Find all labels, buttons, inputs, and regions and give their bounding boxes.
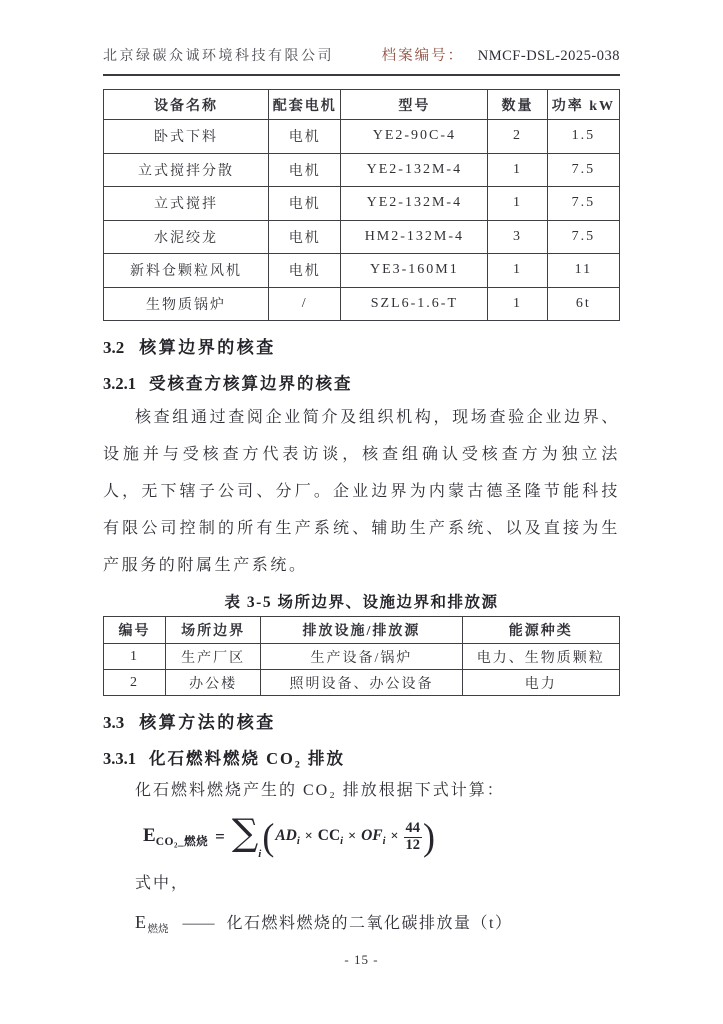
- table-cell: SZL6-1.6-T: [341, 287, 488, 321]
- table-cell: HM2-132M-4: [341, 220, 488, 254]
- table-3-5-caption: 表 3-5 场所边界、设施边界和排放源: [224, 594, 499, 611]
- table-cell: 电力: [462, 670, 619, 696]
- table-row: [104, 644, 620, 670]
- definition-dash: ——: [182, 915, 215, 932]
- table-cell: 1: [488, 254, 547, 288]
- formula-term-of: $OF_i$: [361, 826, 386, 848]
- table-cell: 新料仓颗粒风机: [104, 254, 269, 288]
- table-cell: 电机: [269, 120, 341, 154]
- table-cell: 电机: [269, 254, 341, 288]
- section-number: 3.2: [103, 338, 125, 357]
- archive-number: [382, 44, 620, 65]
- formula-term-cc: $CC_i$: [317, 826, 344, 848]
- fraction-44-12: $\frac{44}{12}$: [405, 820, 421, 853]
- table-row: [104, 220, 620, 254]
- table-cell: 2: [104, 670, 166, 696]
- symbol-e: E: [135, 912, 148, 932]
- boundary-table-3-5: [103, 616, 620, 696]
- paragraph-boundary-verification: 核查组通过查阅企业简介及组织机构，现场查验企业边界、设施并与受核查方代表访谈，核查组确认受核查方为独立法人，无下辖子公司、分厂。企业边界为内蒙古德圣隆节能科技有限公司控制的所有生产系统、辅助生产系统、以及直接为生产服务的附属生产系统。: [103, 409, 620, 574]
- table-cell: 6t: [547, 287, 619, 321]
- symbol-definition-line: [103, 910, 620, 942]
- column-header: 型号: [341, 90, 488, 120]
- table-cell: 1: [104, 644, 166, 670]
- table-cell: 立式搅拌: [104, 187, 269, 221]
- table-row: [104, 187, 620, 221]
- section-title: 核算方法的核查: [139, 713, 276, 732]
- section-title: 受核查方核算边界的核查: [149, 374, 353, 393]
- table-row: [104, 120, 620, 154]
- definition-text: 化石燃料燃烧的二氧化碳排放量（t）: [226, 915, 513, 932]
- table-cell: 电机: [269, 187, 341, 221]
- table-row: [104, 153, 620, 187]
- symbol-subscript: 燃烧: [147, 924, 169, 936]
- equipment-table: [103, 89, 620, 321]
- co2-combustion-formula: [143, 811, 620, 863]
- left-paren: (: [262, 816, 275, 858]
- times-sign: ×: [390, 829, 399, 844]
- table-cell: 办公楼: [165, 670, 260, 696]
- formula-term-ad: $AD_i$: [275, 826, 300, 848]
- section-number: 3.3.1: [103, 749, 136, 768]
- column-header: 数量: [488, 90, 547, 120]
- sigma-operator: $\sum_i$: [231, 811, 262, 860]
- table-header-row: [104, 90, 620, 120]
- times-sign: ×: [348, 829, 357, 844]
- formula-where-text: 式中，: [135, 875, 190, 892]
- table-cell: 11: [547, 254, 619, 288]
- table-cell: 3: [488, 220, 547, 254]
- table-cell: /: [269, 287, 341, 321]
- column-header: 编号: [104, 617, 166, 644]
- right-paren: ): [423, 816, 436, 858]
- table-cell: 7.5: [547, 220, 619, 254]
- table-cell: 水泥绞龙: [104, 220, 269, 254]
- table-cell: 1: [488, 287, 547, 321]
- table-cell: YE2-90C-4: [341, 120, 488, 154]
- section-heading-3-2: [103, 335, 620, 361]
- table-header-row: [104, 617, 620, 644]
- section-title: 化石燃料燃烧 CO₂ 排放: [149, 749, 345, 768]
- formula-intro-text: 化石燃料燃烧产生的 CO₂ 排放根据下式计算：: [135, 782, 505, 799]
- table-cell: 1: [488, 153, 547, 187]
- table-cell: 电机: [269, 153, 341, 187]
- table-row: [104, 254, 620, 288]
- equals-sign: =: [215, 827, 225, 846]
- column-header: 能源种类: [462, 617, 619, 644]
- page-number: - 15 -: [344, 952, 379, 967]
- formula-lhs: $E_{CO_2\_燃烧}$: [143, 824, 209, 849]
- table-cell: YE3-160M1: [341, 254, 488, 288]
- section-heading-3-2-1: [103, 372, 620, 396]
- table-cell: 2: [488, 120, 547, 154]
- section-heading-3-3: [103, 710, 620, 736]
- archive-label: 档案编号：: [381, 48, 465, 64]
- column-header: 设备名称: [104, 90, 269, 120]
- column-header: 配套电机: [269, 90, 341, 120]
- section-heading-3-3-1: [103, 747, 620, 771]
- table-cell: 卧式下料: [104, 120, 269, 154]
- table-cell: YE2-132M-4: [341, 153, 488, 187]
- times-sign: ×: [304, 829, 313, 844]
- table-cell: 7.5: [547, 153, 619, 187]
- table-row: [104, 670, 620, 696]
- table-row: [104, 287, 620, 321]
- section-title: 核算边界的核查: [139, 338, 276, 357]
- table-cell: 照明设备、办公设备: [261, 670, 462, 696]
- column-header: 功率 kW: [547, 90, 619, 120]
- column-header: 排放设施/排放源: [261, 617, 462, 644]
- archive-no-value: NMCF-DSL-2025-038: [477, 48, 620, 64]
- section-number: 3.3: [103, 713, 125, 732]
- table-cell: 生物质锅炉: [104, 287, 269, 321]
- table-cell: 1.5: [547, 120, 619, 154]
- table-cell: YE2-132M-4: [341, 187, 488, 221]
- table-cell: 生产厂区: [165, 644, 260, 670]
- table-cell: 立式搅拌分散: [104, 153, 269, 187]
- table-cell: 电机: [269, 220, 341, 254]
- page-header: [103, 44, 620, 76]
- table-cell: 1: [488, 187, 547, 221]
- table-cell: 电力、生物质颗粒: [462, 644, 619, 670]
- company-name: 北京绿碳众诚环境科技有限公司: [103, 49, 334, 64]
- column-header: 场所边界: [165, 617, 260, 644]
- section-number: 3.2.1: [103, 374, 136, 393]
- table-cell: 生产设备/锅炉: [261, 644, 462, 670]
- table-cell: 7.5: [547, 187, 619, 221]
